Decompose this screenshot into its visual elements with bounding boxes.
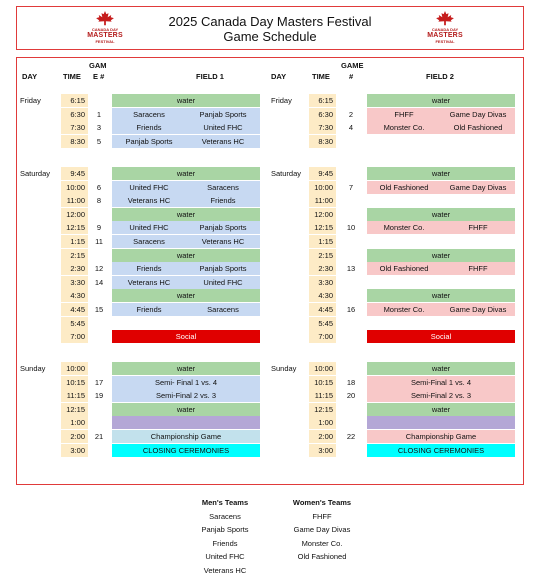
time-cell: 7:30 (309, 121, 336, 134)
title-banner (16, 6, 524, 50)
time-cell: 11:00 (61, 194, 88, 207)
game-number: 5 (96, 137, 102, 146)
time-cell: 3:00 (309, 444, 336, 457)
mens-team: Saracens (209, 511, 241, 521)
game-number: 16 (346, 305, 356, 314)
match-slot: Semi- Final 1 vs. 4 (112, 376, 260, 389)
match-slot (112, 276, 260, 289)
time-cell: 2:00 (309, 430, 336, 443)
time-cell: 3:00 (61, 444, 88, 457)
match-slot (112, 194, 260, 207)
mens-team: Friends (212, 538, 238, 548)
game-number: 20 (346, 391, 356, 400)
time-cell: 4:45 (61, 303, 88, 316)
team-away: Veterans HC (201, 137, 245, 146)
game-number: 13 (346, 264, 356, 273)
game-number: 11 (95, 237, 103, 246)
match-slot: water (367, 94, 515, 107)
womens-team: Old Fashioned (297, 552, 347, 561)
time-cell: 1:00 (309, 416, 336, 429)
team-home: Veterans HC (127, 278, 171, 287)
womens-team: Monster Co. (301, 538, 343, 548)
game-number: 22 (346, 432, 356, 441)
time-cell: 10:15 (309, 376, 336, 389)
match-slot: Championship Game (367, 430, 515, 443)
time-cell: 3:30 (61, 276, 88, 289)
time-cell: 4:45 (309, 303, 336, 316)
team-home: Friends (136, 264, 162, 273)
team-home: United FHC (129, 223, 169, 232)
game-number: 10 (346, 223, 356, 232)
game-number: 17 (94, 378, 104, 387)
maple-leaf-icon (436, 11, 454, 27)
day-label: Sunday (271, 364, 297, 373)
time-cell: 1:15 (309, 235, 336, 248)
team-home: Old Fashioned (379, 183, 429, 192)
match-slot: Championship Game (112, 430, 260, 443)
match-slot (112, 121, 260, 134)
time-cell: 10:00 (61, 181, 88, 194)
time-col-header: TIME (63, 72, 81, 81)
game-number: 21 (94, 432, 104, 441)
team-home: United FHC (129, 183, 169, 192)
team-away: Game Day Divas (449, 305, 507, 314)
game-number: 8 (96, 196, 102, 205)
game-number: 6 (96, 183, 102, 192)
title-line-2: Game Schedule (223, 29, 317, 44)
game-number: 15 (94, 305, 104, 314)
match-slot: Semi-Final 2 vs. 3 (367, 389, 515, 402)
team-away: FHFF (468, 264, 488, 273)
match-slot (112, 181, 260, 194)
time-cell: 9:45 (309, 167, 336, 180)
game-number: 4 (348, 123, 354, 132)
game-number: 14 (94, 278, 104, 287)
game-number: 12 (94, 264, 104, 273)
match-slot: water (367, 249, 515, 262)
match-slot: water (367, 289, 515, 302)
field2-header: FIELD 2 (426, 72, 454, 81)
team-away: Veterans HC (201, 237, 245, 246)
mens-team: Veterans HC (203, 565, 247, 575)
time-cell: 7:30 (61, 121, 88, 134)
match-slot (367, 181, 515, 194)
team-home: Old Fashioned (379, 264, 429, 273)
team-home: Monster Co. (383, 305, 425, 314)
time-cell: 12:00 (309, 208, 336, 221)
time-cell: 6:15 (61, 94, 88, 107)
team-home: Monster Co. (383, 223, 425, 232)
team-away: Saracens (207, 305, 239, 314)
game-number: 19 (94, 391, 104, 400)
team-home: Panjab Sports (125, 137, 173, 146)
match-slot (367, 416, 515, 429)
match-slot (112, 221, 260, 234)
match-slot: water (112, 249, 260, 262)
time-cell: 2:15 (61, 249, 88, 262)
logo-text-bottom: FESTIVAL (435, 39, 455, 44)
time-cell: 2:00 (61, 430, 88, 443)
team-away: Panjab Sports (199, 223, 247, 232)
match-slot (112, 303, 260, 316)
team-away: Panjab Sports (199, 110, 247, 119)
time-cell: 9:45 (61, 167, 88, 180)
time-cell: 6:15 (309, 94, 336, 107)
game2-col-header-top: GAME (341, 61, 364, 70)
womens-teams-list (282, 496, 362, 564)
team-home: Saracens (133, 237, 165, 246)
game-number: 7 (348, 183, 354, 192)
match-slot (367, 303, 515, 316)
day-label: Saturday (20, 169, 51, 178)
team-away: FHFF (468, 223, 488, 232)
team-away: Panjab Sports (199, 264, 247, 273)
match-slot: water (112, 94, 260, 107)
mens-teams-list (190, 496, 260, 577)
match-slot: water (112, 289, 260, 302)
match-slot (367, 121, 515, 134)
match-slot (112, 262, 260, 275)
womens-teams-title: Women's Teams (292, 498, 352, 507)
team-away: United FHC (203, 123, 243, 132)
match-slot: water (112, 403, 260, 416)
match-slot: Semi-Final 2 vs. 3 (112, 389, 260, 402)
match-slot (367, 262, 515, 275)
time-cell: 12:00 (61, 208, 88, 221)
time-cell: 7:00 (309, 330, 336, 343)
time2-col-header: TIME (312, 72, 330, 81)
match-slot: water (367, 167, 515, 180)
match-slot: Semi-Final 1 vs. 4 (367, 376, 515, 389)
day-label: Saturday (271, 169, 302, 178)
time-cell: 10:00 (61, 362, 88, 375)
time-cell: 5:45 (309, 317, 336, 330)
day-col-header: DAY (22, 72, 38, 81)
game2-col-header-bottom: # (349, 72, 354, 81)
field1-header: FIELD 1 (196, 72, 224, 81)
game-number: 9 (96, 223, 102, 232)
match-slot (112, 135, 260, 148)
mens-team: Panjab Sports (201, 525, 249, 534)
game-number: 18 (346, 378, 356, 387)
time-cell: 1:15 (61, 235, 88, 248)
title-line-1: 2025 Canada Day Masters Festival (168, 14, 372, 29)
time-cell: 11:15 (309, 389, 336, 402)
time-cell: 2:15 (309, 249, 336, 262)
time-cell: 8:30 (61, 135, 88, 148)
match-slot: Social (112, 330, 260, 343)
time-cell: 10:00 (309, 181, 336, 194)
match-slot: Social (367, 330, 515, 343)
time-cell: 3:30 (309, 276, 336, 289)
match-slot (367, 221, 515, 234)
festival-logo-right (425, 11, 465, 47)
team-home: FHFF (394, 110, 414, 119)
time-cell: 11:00 (309, 194, 336, 207)
time-cell: 4:30 (61, 289, 88, 302)
team-away: Game Day Divas (449, 110, 507, 119)
time-cell: 5:45 (61, 317, 88, 330)
time-cell: 12:15 (61, 221, 88, 234)
team-home: Friends (136, 305, 162, 314)
time-cell: 6:30 (309, 108, 336, 121)
day2-col-header: DAY (271, 72, 287, 81)
day-label: Friday (20, 96, 41, 105)
match-slot: water (367, 403, 515, 416)
time-cell: 6:30 (61, 108, 88, 121)
match-slot: water (112, 208, 260, 221)
time-cell: 11:15 (61, 389, 88, 402)
time-cell: 10:00 (309, 362, 336, 375)
mens-teams-title: Men's Teams (201, 498, 249, 507)
team-home: Friends (136, 123, 162, 132)
time-cell: 12:15 (61, 403, 88, 416)
time-cell: 12:15 (309, 221, 336, 234)
team-home: Saracens (133, 110, 165, 119)
womens-team: Game Day Divas (293, 525, 351, 534)
time-cell: 12:15 (309, 403, 336, 416)
logo-text-top: CANADA DAY (431, 27, 459, 32)
time-cell: 2:30 (61, 262, 88, 275)
time-cell: 2:30 (309, 262, 336, 275)
match-slot: water (112, 362, 260, 375)
team-away: Saracens (207, 183, 239, 192)
match-slot (112, 416, 260, 429)
logo-text-top: CANADA DAY (91, 27, 119, 32)
time-cell: 4:30 (309, 289, 336, 302)
match-slot: CLOSING CEREMONIES (112, 444, 260, 457)
game-col-header-bottom: E # (93, 72, 105, 81)
time-cell: 8:30 (309, 135, 336, 148)
match-slot: water (367, 208, 515, 221)
day-label: Sunday (20, 364, 46, 373)
match-slot: CLOSING CEREMONIES (367, 444, 515, 457)
time-cell: 7:00 (61, 330, 88, 343)
game-number: 1 (96, 110, 102, 119)
game-number: 3 (96, 123, 102, 132)
game-col-header-top: GAM (89, 61, 107, 70)
match-slot: water (112, 167, 260, 180)
time-cell: 1:00 (61, 416, 88, 429)
match-slot (112, 235, 260, 248)
team-home: Monster Co. (383, 123, 425, 132)
match-slot: water (367, 362, 515, 375)
team-away: Old Fashioned (453, 123, 503, 132)
womens-team: FHFF (312, 511, 332, 521)
day-label: Friday (271, 96, 292, 105)
team-home: Veterans HC (127, 196, 171, 205)
logo-text-main: MASTERS (427, 32, 463, 39)
game-number: 2 (348, 110, 354, 119)
match-slot (367, 108, 515, 121)
logo-text-main: MASTERS (87, 32, 123, 39)
time-cell: 10:15 (61, 376, 88, 389)
team-away: Friends (210, 196, 236, 205)
team-away: United FHC (203, 278, 243, 287)
mens-team: United FHC (205, 552, 245, 561)
logo-text-bottom: FESTIVAL (95, 39, 115, 44)
match-slot (112, 108, 260, 121)
team-away: Game Day Divas (449, 183, 507, 192)
